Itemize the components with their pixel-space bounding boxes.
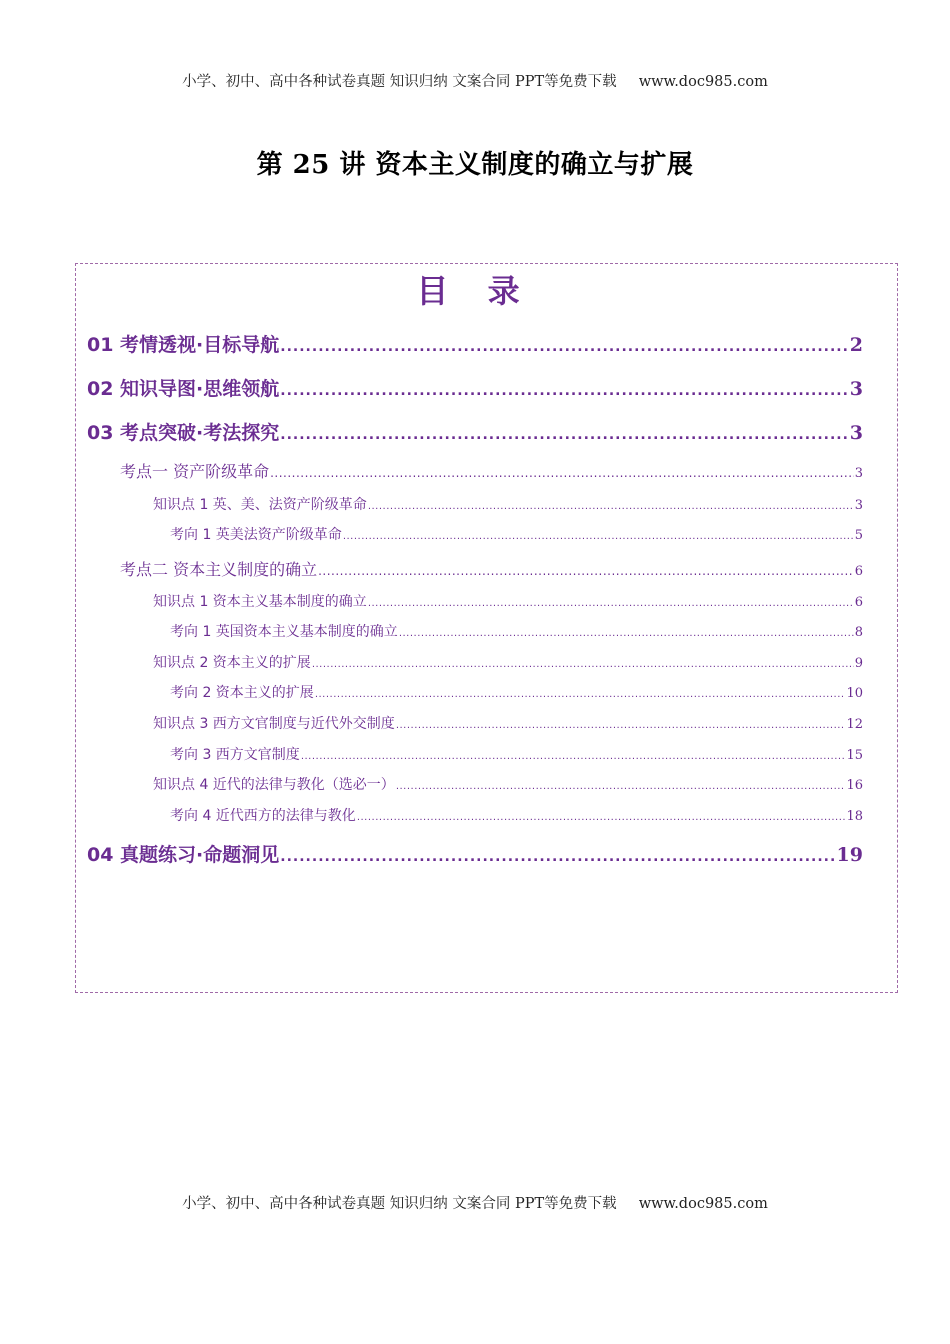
toc-leader-dots	[280, 378, 848, 400]
toc-entry-label: 考向 4 近代西方的法律与教化	[170, 808, 356, 824]
toc-entry-label: 知识点 1 英、美、法资产阶级革命	[153, 497, 367, 513]
toc-leader-dots	[368, 497, 854, 513]
toc-entry-page: 2	[849, 334, 863, 356]
toc-entry-03[interactable]	[87, 418, 863, 445]
toc-entry-page: 6	[854, 595, 863, 610]
toc-entry-page: 3	[849, 378, 863, 400]
toc-leader-dots	[301, 747, 846, 763]
toc-entry-page: 3	[854, 498, 863, 513]
toc-entry-page: 5	[854, 528, 863, 543]
toc-leader-dots	[270, 462, 854, 481]
toc-entry-page: 3	[849, 422, 863, 444]
toc-leader-dots	[343, 527, 854, 543]
toc-entry-02[interactable]	[87, 374, 863, 401]
toc-leader-dots	[368, 594, 854, 610]
page-footer	[0, 1192, 950, 1213]
toc-entry-label: 02 知识导图·思维领航	[87, 378, 280, 400]
toc-entry-label: 知识点 3 西方文官制度与近代外交制度	[153, 716, 395, 732]
toc-entry-label: 考向 1 英美法资产阶级革命	[170, 527, 342, 543]
toc-entry-page: 18	[846, 809, 863, 824]
toc-entry-kaoxiang-2-4[interactable]	[170, 805, 863, 825]
toc-entry-page: 9	[854, 656, 863, 671]
toc-entry-label: 03 考点突破·考法探究	[87, 422, 280, 444]
toc-entry-page: 15	[846, 748, 863, 763]
toc-leader-dots	[318, 560, 854, 579]
toc-entry-page: 6	[854, 564, 863, 579]
toc-entry-page: 12	[846, 717, 863, 732]
toc-leader-dots	[396, 716, 846, 732]
document-title: 第 25 讲 资本主义制度的确立与扩展	[256, 150, 694, 180]
toc-entry-kaoxiang-2-2[interactable]	[170, 682, 863, 702]
toc-entry-zhishidian-1-1[interactable]	[153, 494, 863, 514]
toc-entry-04[interactable]	[87, 840, 863, 867]
toc-entry-label: 知识点 1 资本主义基本制度的确立	[153, 594, 367, 610]
toc-leader-dots	[280, 844, 835, 866]
toc-entry-kaoxiang-2-3[interactable]	[170, 744, 863, 764]
toc-entry-page: 19	[836, 844, 863, 866]
toc-leader-dots	[315, 685, 846, 701]
toc-entry-label: 考向 3 西方文官制度	[170, 747, 300, 763]
toc-entry-zhishidian-2-2[interactable]	[153, 652, 863, 672]
toc-leader-dots	[357, 808, 846, 824]
toc-leader-dots	[280, 422, 848, 444]
toc-entry-label: 考点二 资本主义制度的确立	[120, 560, 318, 579]
toc-entry-label: 考向 1 英国资本主义基本制度的确立	[170, 624, 398, 640]
toc-entry-label: 知识点 4 近代的法律与教化（选必一）	[153, 777, 395, 793]
toc-entry-page: 10	[846, 686, 863, 701]
toc-leader-dots	[399, 624, 854, 640]
toc-entry-page: 8	[854, 625, 863, 640]
toc-entry-zhishidian-2-4[interactable]	[153, 774, 863, 794]
page-header	[0, 70, 950, 91]
toc-entry-page: 16	[846, 778, 863, 793]
toc-entry-kaodian-2[interactable]	[120, 557, 863, 580]
toc-entry-label: 知识点 2 资本主义的扩展	[153, 655, 311, 671]
toc-leader-dots	[396, 777, 846, 793]
toc-heading: 目 录	[416, 272, 534, 310]
toc-entry-kaoxiang-1-1[interactable]	[170, 524, 863, 544]
toc-leader-dots	[312, 655, 854, 671]
toc-entry-label: 考点一 资产阶级革命	[120, 462, 270, 481]
footer-site-link[interactable]: www.doc985.com	[638, 1196, 768, 1212]
toc-entry-label: 01 考情透视·目标导航	[87, 334, 280, 356]
toc-entry-page: 3	[854, 466, 863, 481]
toc-entry-kaodian-1[interactable]	[120, 459, 863, 482]
toc-entry-label: 考向 2 资本主义的扩展	[170, 685, 314, 701]
toc-entry-zhishidian-2-1[interactable]	[153, 591, 863, 611]
toc-entry-zhishidian-2-3[interactable]	[153, 713, 863, 733]
toc-entry-kaoxiang-2-1[interactable]	[170, 621, 863, 641]
toc-entry-label: 04 真题练习·命题洞见	[87, 844, 280, 866]
header-text: 小学、初中、高中各种试卷真题 知识归纳 文案合同 PPT等免费下载	[182, 74, 617, 90]
footer-text: 小学、初中、高中各种试卷真题 知识归纳 文案合同 PPT等免费下载	[182, 1196, 617, 1212]
toc-entry-01[interactable]	[87, 330, 863, 357]
header-site-link[interactable]: www.doc985.com	[638, 74, 768, 90]
toc-leader-dots	[280, 334, 848, 356]
